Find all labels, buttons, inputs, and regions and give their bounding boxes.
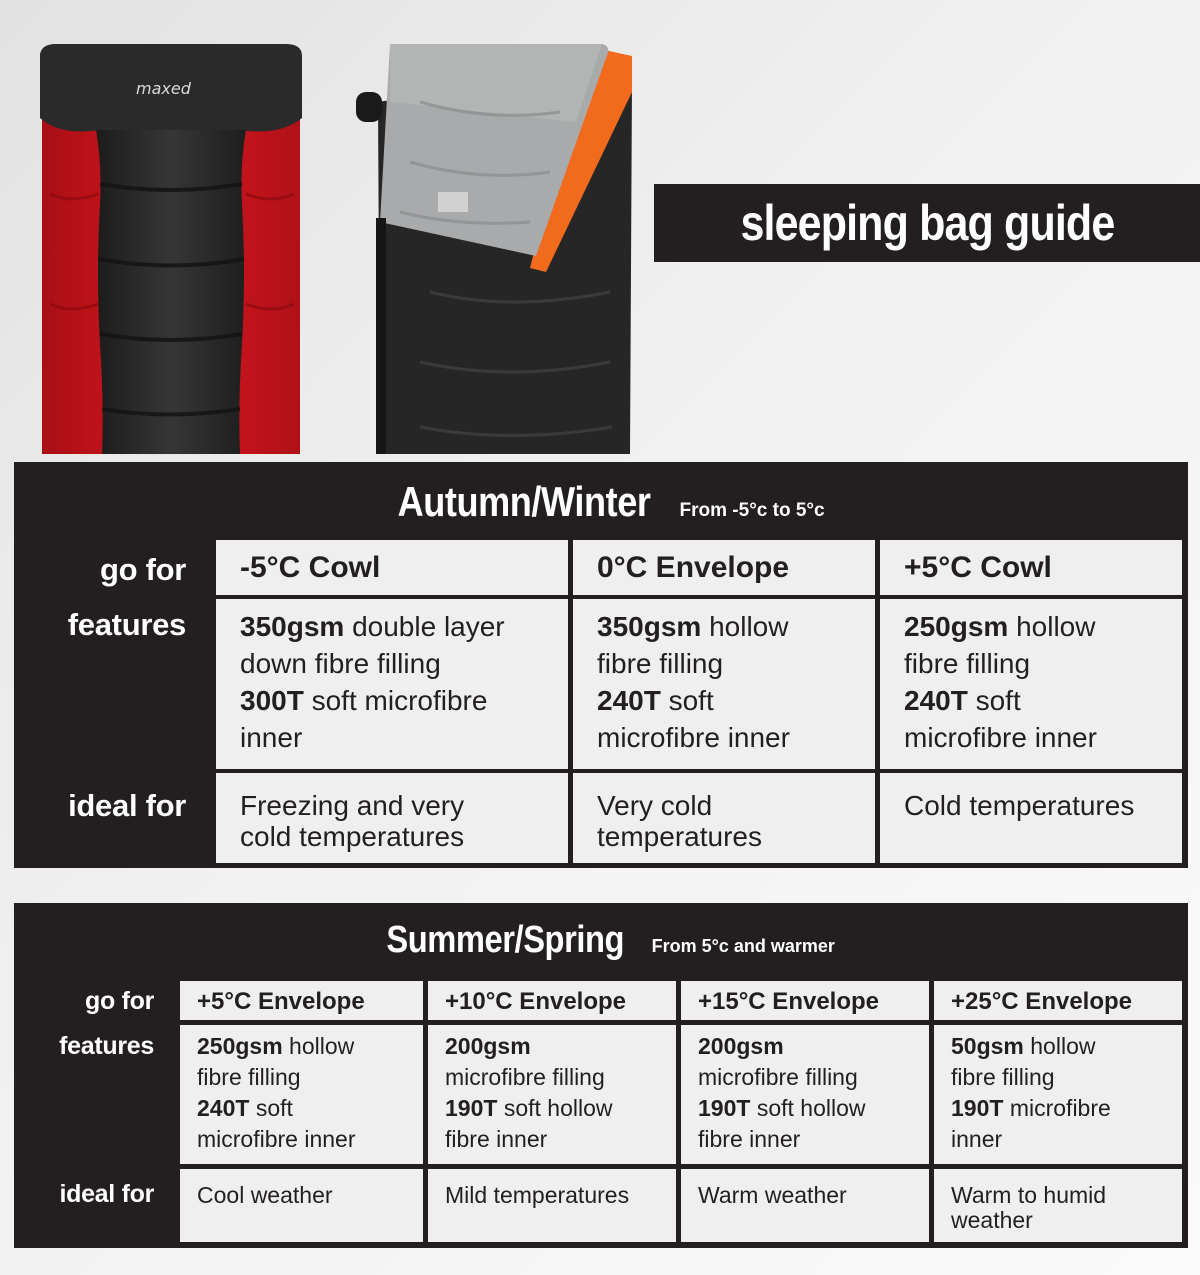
features-cell — [681, 1025, 929, 1164]
ideal-line: temperatures — [597, 821, 762, 852]
feature-line: inner — [240, 722, 303, 753]
feature-line: 200gsm — [445, 1033, 531, 1059]
features-cell — [216, 599, 568, 769]
feature-line: 350gsm double layer — [240, 611, 505, 642]
ideal-line: Cool weather — [197, 1182, 333, 1208]
features-cell — [934, 1025, 1182, 1164]
open-envelope-sleeping-bag-photo — [350, 42, 632, 454]
feature-line: 350gsm hollow — [597, 611, 789, 642]
features-cell — [180, 1025, 423, 1164]
feature-line: microfibre inner — [197, 1126, 356, 1152]
feature-line: microfibre filling — [445, 1064, 605, 1090]
ideal-for-cell — [934, 1169, 1182, 1242]
bag-name: -5°C Cowl — [240, 551, 381, 584]
ideal-for-cell — [880, 773, 1182, 863]
feature-line: 240T soft — [904, 685, 1021, 716]
ideal-line: Mild temperatures — [445, 1182, 630, 1208]
bag-name: 0°C Envelope — [597, 551, 790, 584]
bag-name: +10°C Envelope — [445, 988, 627, 1015]
ideal-for-cell — [573, 773, 875, 863]
feature-line: 200gsm — [698, 1033, 784, 1059]
bag-name-cell — [573, 540, 875, 595]
features-cell — [573, 599, 875, 769]
feature-line: 50gsm hollow — [951, 1033, 1096, 1059]
bag-name-cell — [428, 981, 676, 1020]
season-name: Summer/Spring — [386, 919, 625, 961]
feature-line: 190T soft hollow — [698, 1095, 866, 1121]
bag-name-cell — [934, 981, 1182, 1020]
feature-line: fibre filling — [597, 648, 724, 679]
feature-line: fibre inner — [445, 1126, 548, 1152]
bag-name: +5°C Envelope — [197, 988, 365, 1015]
go-for-label: go for — [84, 987, 154, 1015]
feature-line: fibre filling — [904, 648, 1031, 679]
feature-line: fibre filling — [951, 1064, 1055, 1090]
bag-name-cell — [180, 981, 423, 1020]
autumn-winter-guide-table — [14, 462, 1188, 868]
ideal-line: Very cold — [597, 790, 713, 821]
bag-name: +5°C Cowl — [904, 551, 1052, 584]
bag-name-cell — [880, 540, 1182, 595]
feature-line: 240T soft — [197, 1095, 293, 1121]
ideal-line: cold temperatures — [240, 821, 465, 852]
ideal-for-label: ideal for — [68, 788, 186, 823]
feature-line: 190T soft hollow — [445, 1095, 613, 1121]
features-label: features — [67, 607, 186, 642]
ideal-for-label: ideal for — [59, 1180, 154, 1208]
bag-name-cell — [216, 540, 568, 595]
bag-name-cell — [681, 981, 929, 1020]
feature-line: 250gsm hollow — [197, 1033, 355, 1059]
brand-logo-text: maxed — [136, 79, 191, 98]
page-title-banner — [654, 184, 1200, 262]
feature-line: microfibre inner — [904, 722, 1097, 753]
feature-line: fibre filling — [197, 1064, 301, 1090]
red-cowl-sleeping-bag-photo — [40, 44, 302, 454]
feature-line: down fibre filling — [240, 648, 441, 679]
feature-line: 300T soft microfibre — [240, 685, 488, 716]
go-for-label: go for — [99, 552, 186, 587]
feature-line: 250gsm hollow — [904, 611, 1096, 642]
summer-spring-header — [14, 903, 1188, 978]
feature-line: 240T soft — [597, 685, 714, 716]
brand-logo — [136, 79, 192, 98]
summer-spring-guide-table — [14, 903, 1188, 1248]
ideal-line: Freezing and very — [240, 790, 465, 821]
care-label — [438, 192, 468, 212]
ideal-line: Warm to humid — [951, 1182, 1107, 1208]
page-title: sleeping bag guide — [740, 195, 1114, 251]
season-temperature-range: From 5°c and warmer — [651, 936, 835, 956]
ideal-line: weather — [951, 1207, 1033, 1233]
season-name: Autumn/Winter — [398, 478, 651, 525]
ideal-line: Warm weather — [698, 1182, 847, 1208]
features-cell — [428, 1025, 676, 1164]
feature-line: fibre inner — [698, 1126, 801, 1152]
autumn-winter-header — [14, 462, 1188, 538]
ideal-for-cell — [428, 1169, 676, 1242]
features-label: features — [59, 1032, 154, 1060]
ideal-line: Cold temperatures — [904, 790, 1135, 821]
features-cell — [880, 599, 1182, 769]
feature-line: 190T microfibre — [951, 1095, 1111, 1121]
season-temperature-range: From -5°c to 5°c — [679, 500, 825, 521]
bag-name: +25°C Envelope — [951, 988, 1133, 1015]
feature-line: microfibre filling — [698, 1064, 858, 1090]
feature-line: microfibre inner — [597, 722, 790, 753]
bag-name: +15°C Envelope — [698, 988, 880, 1015]
ideal-for-cell — [681, 1169, 929, 1242]
ideal-for-cell — [180, 1169, 423, 1242]
feature-line: inner — [951, 1126, 1003, 1152]
ideal-for-cell — [216, 773, 568, 863]
